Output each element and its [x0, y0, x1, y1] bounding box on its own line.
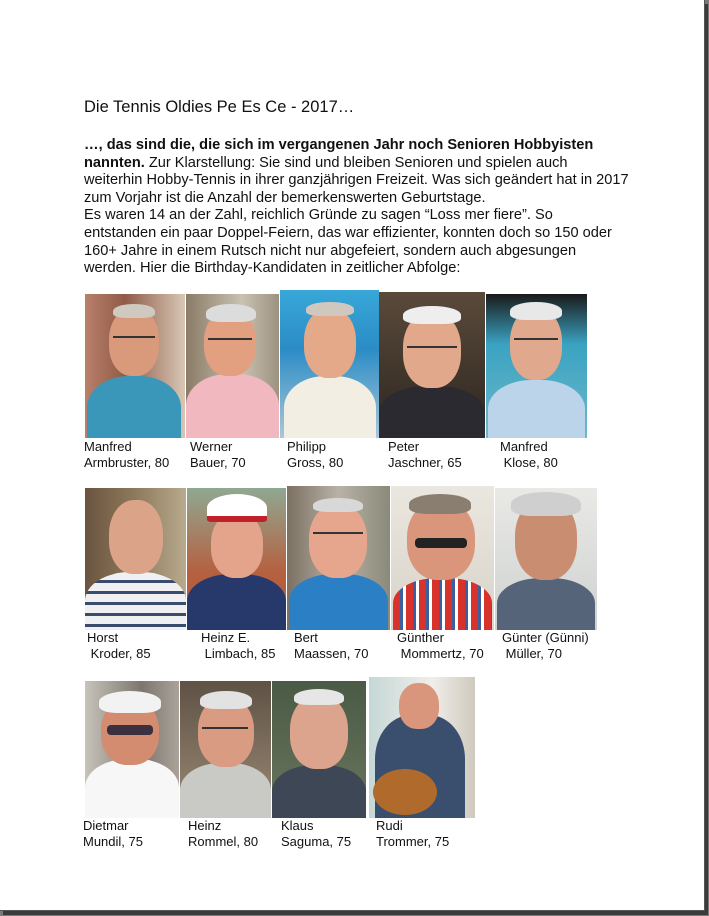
caption-first-name: Horst [87, 630, 119, 645]
page-title: Die Tennis Oldies Pe Es Ce - 2017… [84, 98, 355, 116]
caption-first-name: Heinz E. [201, 630, 251, 645]
portrait-photo [272, 681, 366, 818]
caption-last-name-age: Jaschner, 65 [388, 455, 462, 470]
caption-last-name-age: Mundil, 75 [83, 834, 143, 849]
caption-last-name-age: Saguma, 75 [281, 834, 352, 849]
person-caption [500, 439, 558, 471]
portrait-photo [495, 488, 597, 630]
caption-first-name: Dietmar [83, 818, 129, 833]
intro-text-block [84, 137, 629, 278]
intro-paragraph [84, 137, 629, 207]
portrait-photo [85, 681, 179, 818]
portrait-photo [280, 290, 379, 438]
caption-last-name-age: Müller, 70 [502, 646, 562, 661]
person-caption [87, 630, 151, 662]
person-caption [281, 818, 351, 850]
portrait-photo [369, 677, 475, 818]
caption-first-name: Günter (Günni) [502, 630, 589, 645]
caption-first-name: Manfred [500, 439, 548, 454]
caption-first-name: Günther [397, 630, 444, 645]
person-caption [188, 818, 258, 850]
person-caption [502, 630, 589, 662]
caption-last-name-age: Kroder, 85 [87, 646, 151, 661]
person-caption [287, 439, 343, 471]
caption-first-name: Bert [294, 630, 318, 645]
portrait-photo [379, 292, 485, 438]
caption-last-name-age: Rommel, 80 [188, 834, 259, 849]
person-caption [376, 818, 449, 850]
caption-first-name: Manfred [84, 439, 132, 454]
caption-first-name: Klaus [281, 818, 314, 833]
portrait-photo [486, 294, 587, 438]
person-caption [388, 439, 462, 471]
caption-last-name-age: Armbruster, 80 [84, 455, 170, 470]
caption-first-name: Werner [190, 439, 233, 454]
caption-last-name-age: Limbach, 85 [201, 646, 276, 661]
caption-first-name: Philipp [287, 439, 327, 454]
portrait-photo [85, 294, 185, 438]
portrait-photo [287, 486, 390, 630]
person-caption [84, 439, 169, 471]
portrait-photo [186, 294, 279, 438]
portrait-photo [187, 488, 286, 630]
portrait-photo [85, 488, 186, 630]
caption-first-name: Heinz [188, 818, 222, 833]
person-caption [201, 630, 275, 662]
caption-last-name-age: Mommertz, 70 [397, 646, 484, 661]
caption-last-name-age: Gross, 80 [287, 455, 344, 470]
intro-bold-text: …, das sind die, die sich im vergangenen Jahr noch Senioren Hobbyisten nannten. [84, 137, 594, 171]
person-caption [190, 439, 246, 471]
caption-first-name: Rudi [376, 818, 403, 833]
person-caption [397, 630, 484, 662]
caption-last-name-age: Trommer, 75 [376, 834, 450, 849]
person-caption [83, 818, 143, 850]
caption-last-name-age: Maassen, 70 [294, 646, 369, 661]
caption-first-name: Peter [388, 439, 420, 454]
portrait-photo [391, 486, 494, 630]
second-paragraph: Es waren 14 an der Zahl, reichlich Gründe zu sagen “Loss mer fiere”. So entstanden ein paar Doppel-Feiern, das war effizienter, konnten doch so 150 oder 160+ Jahre in einem Rutsch nicht nur abgefeiert, sondern auch abgesungen werden. Hier die Birthday-Kandidaten in zeitlicher Abfolge: [84, 207, 612, 277]
caption-last-name-age: Klose, 80 [500, 455, 558, 470]
portrait-photo [180, 681, 271, 818]
intro-plain-text: Zur Klarstellung: Sie sind und bleiben Senioren und spielen auch weiterhin Hobby-Tennis in ihrer ganzjährigen Freizeit. Was sich geändert hat in 2017 zum Vorjahr ist die Anzahl der bemerkenswerten Geburtstage. [84, 154, 629, 206]
person-caption [294, 630, 368, 662]
caption-last-name-age: Bauer, 70 [190, 455, 246, 470]
